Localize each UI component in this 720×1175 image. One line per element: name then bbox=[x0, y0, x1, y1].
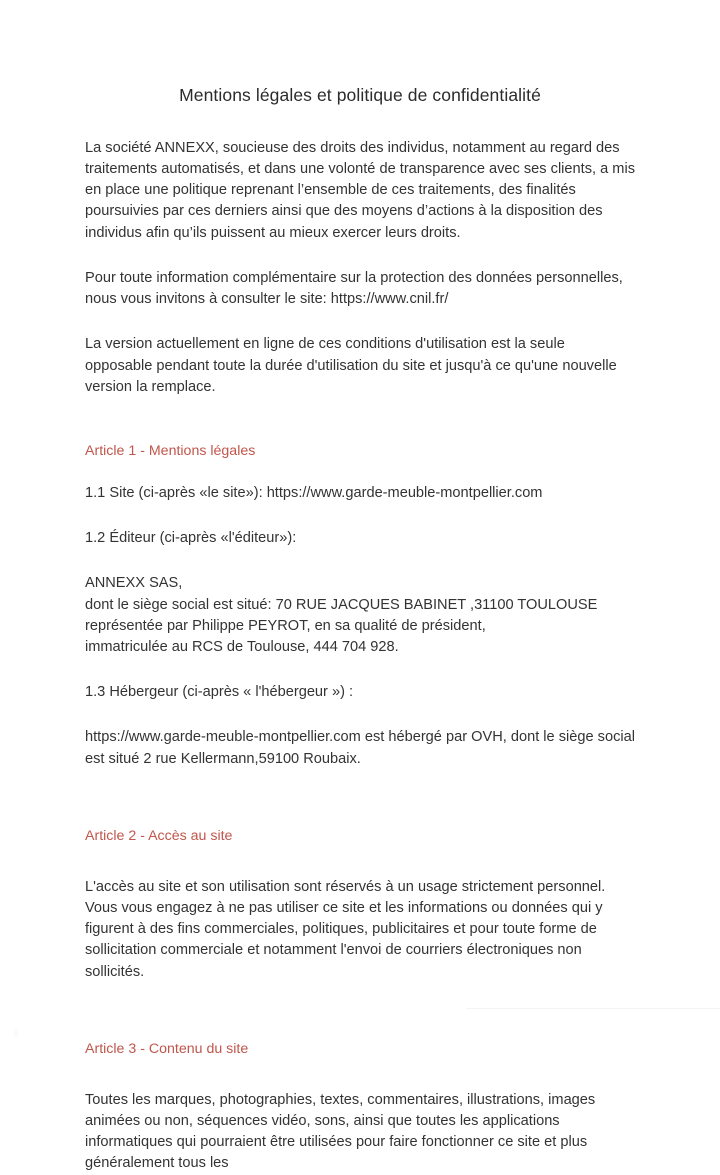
editor-address-block bbox=[85, 573, 635, 658]
page-bottom-rule bbox=[466, 1008, 720, 1009]
intro-paragraph-1: La société ANNEXX, soucieuse des droits des individus, notamment au regard des traitements automatisés, et dans une volonté de transparence avec ses clients, a mis en place une politique reprenant l’ensemble de ces traitements, des finalités poursuivies par ces derniers ainsi que des moyens d’actions à la disposition des individus afin qu’ils puissent au mieux exercer leurs droits. bbox=[85, 139, 635, 241]
editor-address-line-3: représentée par Philippe PEYROT, en sa qualité de président, bbox=[85, 617, 486, 634]
article1-host-paragraph: https://www.garde-meuble-montpellier.com est hébergé par OVH, dont le siège social est situé 2 rue Kellermann,59100 Roubaix. bbox=[85, 729, 635, 767]
page-title: Mentions légales et politique de confidentialité bbox=[179, 85, 541, 105]
intro-paragraph-2: Pour toute information complémentaire sur la protection des données personnelles, nous vous invitons à consulter le site: https://www.cnil.fr/ bbox=[85, 269, 623, 308]
article1-item-1-3: 1.3 Hébergeur (ci-après « l'hébergeur ») : bbox=[85, 684, 354, 701]
editor-address-line-4: immatriculée au RCS de Toulouse, 444 704 928. bbox=[85, 638, 399, 655]
editor-address-line-2: dont le siège social est situé: 70 RUE JACQUES BABINET ,31100 TOULOUSE bbox=[85, 596, 598, 613]
article1-item-1-2: 1.2 Éditeur (ci-après «l'éditeur»): bbox=[85, 530, 297, 547]
document-content bbox=[85, 0, 635, 1175]
article1-item-1-1: 1.1 Site (ci-après «le site»): https://www.garde-meuble-montpellier.com bbox=[85, 484, 543, 501]
editor-address-line-1: ANNEXX SAS, bbox=[85, 575, 183, 592]
article3-body: Toutes les marques, photographies, textes, commentaires, illustrations, images animées ou non, séquences vidéo, sons, ainsi que toutes les applications informatiques qui pourraient être utilisées pour faire fonctionner ce site et plus généralement tous les bbox=[85, 1091, 596, 1172]
article2-body: L'accès au site et son utilisation sont réservés à un usage strictement personnel. Vous vous engagez à ne pas utiliser ce site et les informations ou données qui y figurent à des fins commerciales, politiques, publicitaires et pour toute forme de sollicitation commerciale et notamment l'envoi de courriers électroniques non sollicités. bbox=[85, 878, 606, 980]
intro-paragraph-3: La version actuellement en ligne de ces conditions d'utilisation est la seule opposable pendant toute la durée d'utilisation du site et jusqu'à ce qu'une nouvelle version la remplace. bbox=[85, 336, 617, 395]
page-corner-mark bbox=[14, 1029, 18, 1037]
section-heading-article-1: Article 1 - Mentions légales bbox=[85, 442, 256, 459]
section-heading-article-3: Article 3 - Contenu du site bbox=[85, 1040, 249, 1057]
section-heading-article-2: Article 2 - Accès au site bbox=[85, 827, 233, 844]
